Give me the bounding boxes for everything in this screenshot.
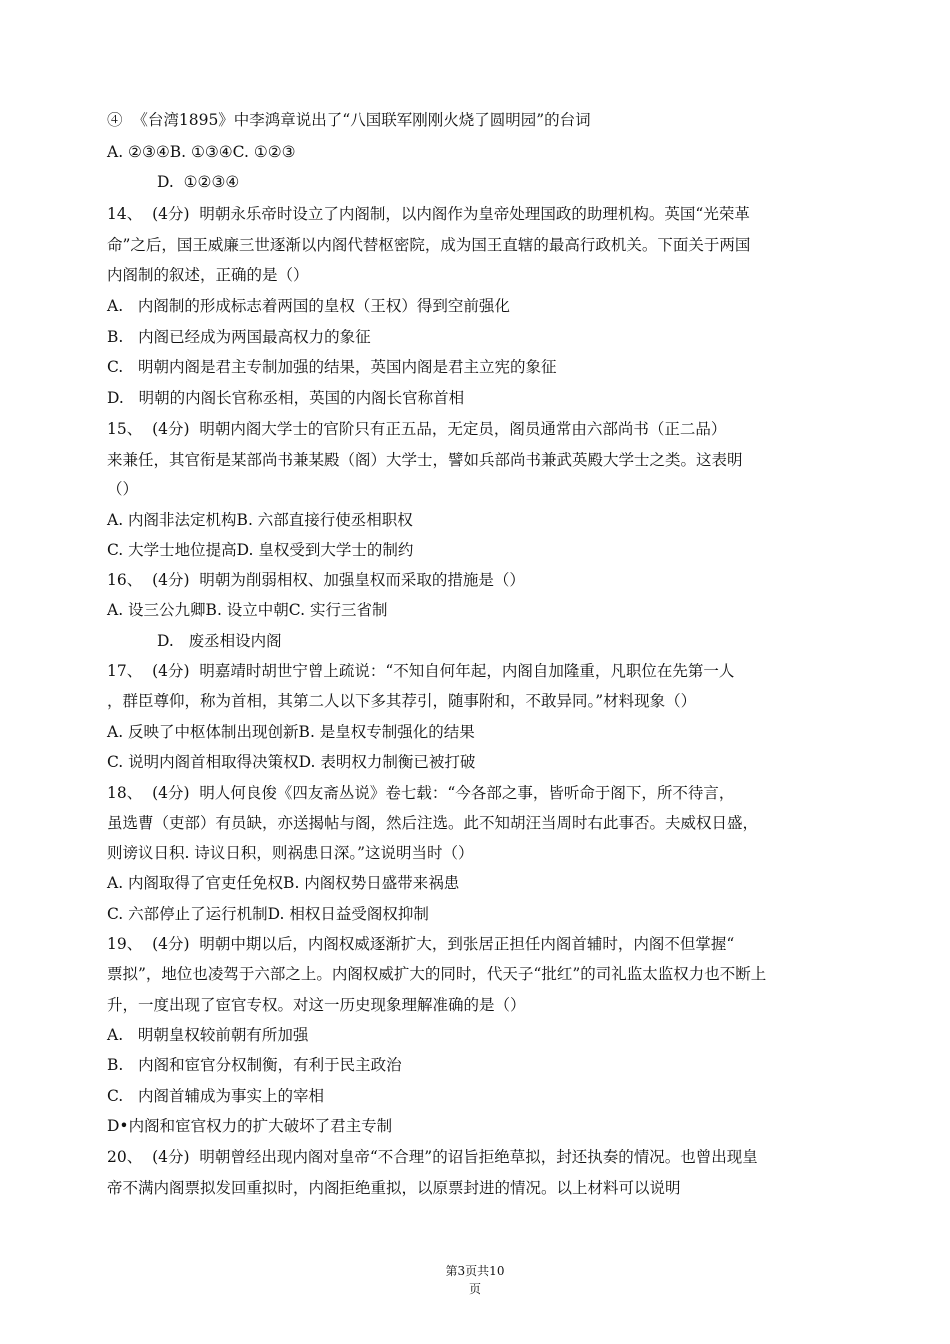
answer-options: A. 内阁取得了官吏任免权B. 内阁权势日盛带来祸患: [107, 874, 460, 892]
text-line: 票拟”，地位也凌驾于六部之上。内阁权威扩大的同时，代天子“批红”的司礼监太监权力也不断上: [107, 965, 767, 983]
text-line: 来兼任，其官衔是某部尚书兼某殿（阁）大学士，譬如兵部尚书兼武英殿大学士之类。这表明: [107, 451, 743, 469]
answer-option-d: D. ①②③④: [157, 173, 240, 191]
text-line: 则谤议日积. 诗议日积，则祸患日深。”这说明当时（）: [107, 844, 474, 862]
answer-options: C. 说明内阁首相取得决策权D. 表明权力制衡已被打破: [107, 753, 476, 771]
text-line: （）: [107, 480, 139, 498]
page-number: 第3页共10: [445, 1264, 505, 1278]
answer-options: C. 六部停止了运行机制D. 相权日益受阁权抑制: [107, 905, 429, 923]
option-a: A. 明朝皇权较前朝有所加强: [107, 1026, 309, 1044]
page-number-unit: 页: [468, 1282, 481, 1296]
option-c: C. 明朝内阁是君主专制加强的结果，英国内阁是君主立宪的象征: [107, 358, 557, 376]
text-line: ，群臣尊仰，称为首相，其第二人以下多其荐引，随事附和，不敢异同。”材料现象（）: [107, 692, 697, 710]
option-a: A. 内阁制的形成标志着两国的皇权（王权）得到空前强化: [107, 297, 510, 315]
text-line: 虽选曹（吏部）有员缺，亦送揭帖与阁，然后注选。此不知胡汪当周时右此事否。夫威权日盛，: [107, 814, 759, 832]
answer-options: A. 设三公九卿B. 设立中朝C. 实行三省制: [107, 601, 388, 619]
question-15: 15、 (4分) 明朝内阁大学士的官阶只有正五品，无定员，阁员通常由六部尚书（正二品）: [107, 420, 727, 438]
text-line: 帝不满内阁票拟发回重拟时，内阁拒绝重拟，以原票封进的情况。以上材料可以说明: [107, 1179, 681, 1197]
text-line: ④ 《台湾1895》中李鸿章说出了“八国联军刚刚火烧了圆明园”的台词: [107, 111, 591, 129]
answer-options: A. 反映了中枢体制出现创新B. 是皇权专制强化的结果: [107, 723, 475, 741]
question-19: 19、 (4分) 明朝中期以后，内阁权威逐渐扩大，到张居正担任内阁首辅时，内阁不但掌握“: [107, 935, 735, 953]
option-b: B. 内阁已经成为两国最高权力的象征: [107, 328, 371, 346]
answer-options: A. 内阁非法定机构B. 六部直接行使丞相职权: [107, 511, 413, 529]
question-17: 17、 (4分) 明嘉靖时胡世宁曾上疏说：“不知自何年起，内阁自加隆重，凡职位在先第一人: [107, 662, 735, 680]
option-d: D. 明朝的内阁长官称丞相，英国的内阁长官称首相: [107, 389, 465, 407]
text-line: 命”之后，国王威廉三世逐渐以内阁代替枢密院，成为国王直辖的最高行政机关。下面关于两国: [107, 236, 751, 254]
answer-options: A. ②③④B. ①③④C. ①②③: [107, 143, 296, 161]
option-c: C. 内阁首辅成为事实上的宰相: [107, 1087, 325, 1105]
text-line: 内阁制的叙述，正确的是（）: [107, 266, 309, 284]
question-20: 20、 (4分) 明朝曾经出现内阁对皇帝“不合理”的诏旨拒绝草拟，封还执奏的情况。也曾出现皇: [107, 1148, 758, 1166]
option-d: D•内阁和宦官权力的扩大破坏了君主专制: [107, 1117, 393, 1135]
question-16: 16、 (4分) 明朝为削弱相权、加强皇权而采取的措施是（）: [107, 571, 525, 589]
answer-options: C. 大学士地位提高D. 皇权受到大学士的制约: [107, 541, 414, 559]
answer-option-d: D. 废丞相设内阁: [157, 632, 282, 650]
question-14: 14、 (4分) 明朝永乐帝时设立了内阁制，以内阁作为皇帝处理国政的助理机构。英国“光荣革: [107, 205, 750, 223]
text-line: 升，一度出现了宦官专权。对这一历史现象理解准确的是（）: [107, 996, 526, 1014]
question-18: 18、 (4分) 明人何良俊《四友斋丛说》卷七载：“今各部之事，皆听命于阁下，所不待言，: [107, 784, 735, 802]
option-b: B. 内阁和宦官分权制衡，有利于民主政治: [107, 1056, 402, 1074]
